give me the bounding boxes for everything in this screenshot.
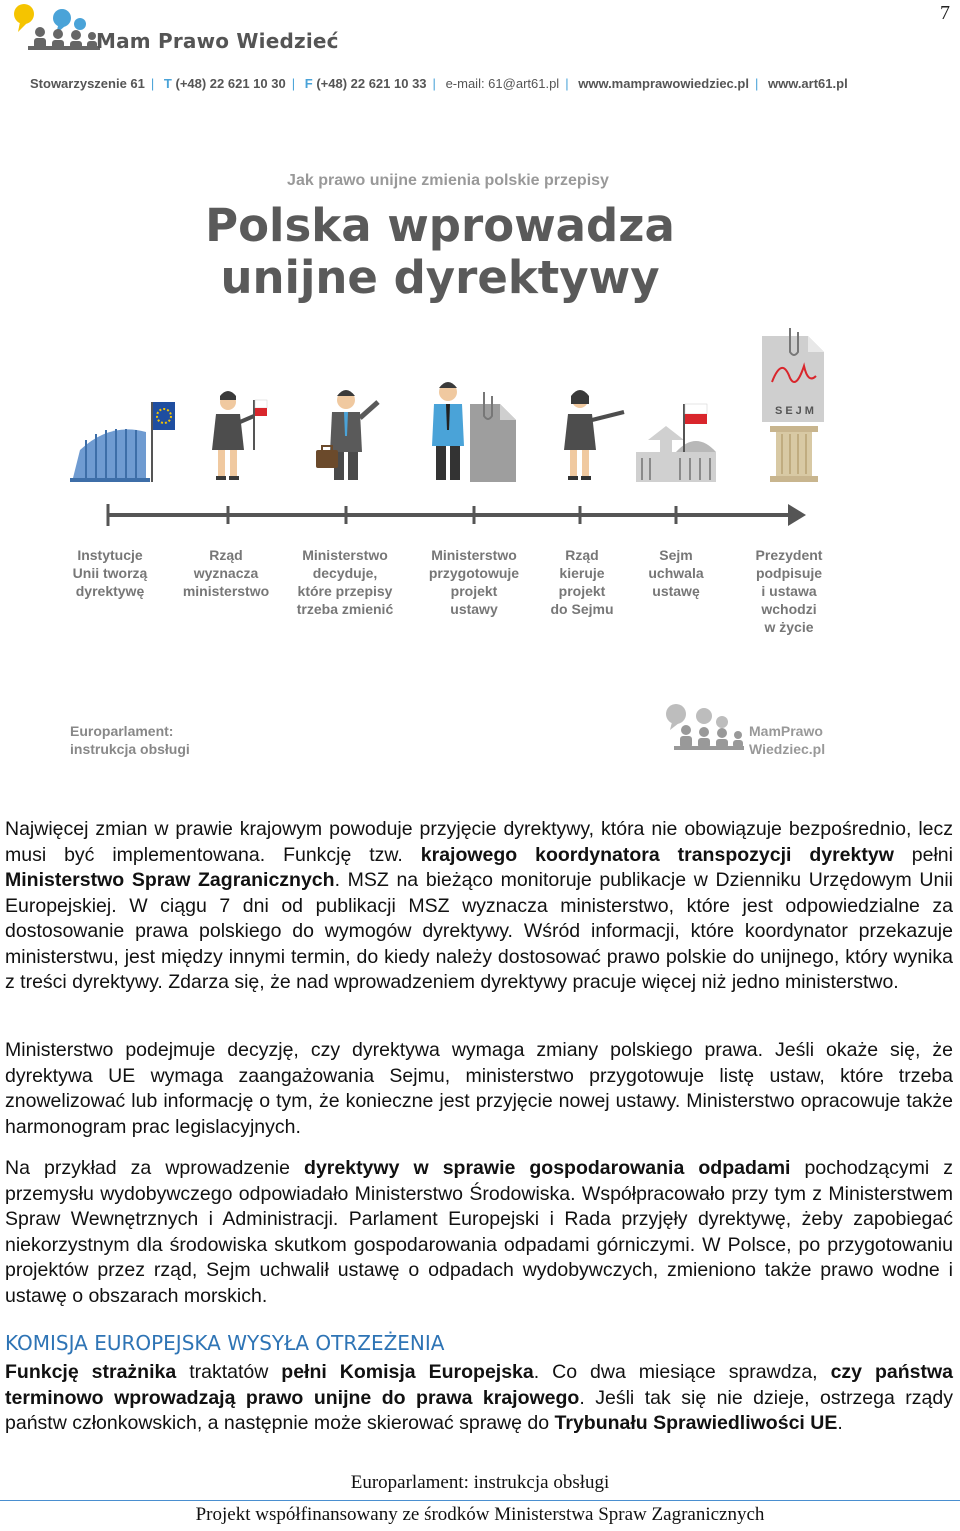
paragraph-4-text-d: . Co dwa miesiące sprawdza, bbox=[533, 1361, 831, 1383]
paragraph-4-text-h: . bbox=[837, 1412, 843, 1434]
paragraph-1-bold-b: krajowego koordynatora transpozycji dyrektyw bbox=[420, 843, 894, 866]
paragraph-1-text-c: pełni bbox=[893, 843, 953, 866]
infographic-title-line-1: Polska wprowadza bbox=[205, 199, 675, 252]
paragraph-1-text-e: . MSZ na bieżąco monitoruje publikacje w Dzienniku Urzędowym Unii Europejskiej. W ciągu 7 dni od publikacji MSZ wyznacza ministerstwo, które jest odpowiedzialne za dostosowanie prawa polskiego do wymogów dyrektywy. Wśród informacji, które koordynator przekazuje ministerstwu, jest między innymi termin, do kiedy należy dostosować prawo polskie do unijnego, który wynika z treści dyrektywy. Zdarza się, że nad wprowadzeniem dyrektywy pracuje więcej niż jedno ministerstwo. bbox=[5, 869, 953, 993]
paragraph-1-text-a: Najwięcej zmian w prawie krajowym powoduje przyjęcie dyrektywy, która nie obowiązuje bezpośrednio, lecz musi być implementowana. Funkcję tzw. bbox=[5, 818, 953, 866]
man-with-briefcase-icon bbox=[316, 390, 378, 480]
footer-divider bbox=[0, 1500, 960, 1501]
infographic-footer-left-line-1: Europarlament: bbox=[70, 723, 174, 739]
eu-parliament-icon bbox=[70, 402, 175, 482]
paragraph-4-bold-e: czy państwa terminowo wprowadzają prawo unijne do prawa krajowego bbox=[5, 1361, 954, 1409]
paragraph-1 bbox=[5, 817, 953, 996]
timeline-illustration bbox=[0, 160, 960, 540]
paragraph-4 bbox=[5, 1360, 953, 1437]
paragraph-4-text-f: . Jeśli tak się nie dzieje, ostrzega rządy państw członkowskich, a następnie może skierować sprawę do bbox=[5, 1386, 953, 1434]
section-heading: KOMISJA EUROPEJSKA WYSYŁA OTRZEŻENIA bbox=[5, 1331, 445, 1355]
step-label-1: Instytucje Unii tworzą dyrektywę bbox=[72, 547, 148, 599]
signed-law-on-column-icon bbox=[762, 328, 824, 482]
website-link[interactable]: www.mamprawowiedziec.pl bbox=[578, 76, 749, 91]
paragraph-3-text-c: pochodzącymi z przemysłu wydobywczego odpowiadało Ministerstwo Środowiska. Współpracowało przy tym z Ministerstwem Spraw Wewnętrznych i Administracji. Parlament Europejski i Rada przyjęły dyrektywę, żeby zapobiegać niekorzystnym dla środowiska skutkom gospodarowania odpadami górniczymi. W Polsce, po przygotowaniu projektów przez rząd, Sejm uchwalił ustawę o odpadach wydobywczych, zmieniono także prawo wodne i ustawę o obszarach morskich. bbox=[5, 1157, 953, 1307]
paragraph-4-bold-g: Trybunału Sprawiedliwości UE bbox=[554, 1412, 838, 1434]
footer-funding-note: Projekt współfinansowany ze środków Ministerstwa Spraw Zagranicznych bbox=[195, 1504, 765, 1525]
paragraph-3-bold-b: dyrektywy w sprawie gospodarowania odpadami bbox=[304, 1157, 791, 1179]
sejm-label: SEJM bbox=[775, 405, 817, 417]
phone-number: (+48) 22 621 10 30 bbox=[175, 76, 286, 91]
paragraph-4-bold-c: pełni Komisja Europejska bbox=[281, 1361, 534, 1383]
step-label-4: Ministerstwo przygotowuje projekt ustawy bbox=[428, 547, 520, 617]
paragraph-2: Ministerstwo podejmuje decyzję, czy dyrektywa wymaga zmiany polskiego prawa. Jeśli okaże się, że dyrektywa UE wymaga zaangażowania Sejmu, ministerstwo przygotowuje listę ustaw, które trzeba znowelizować lub informację o tym, że konieczne jest przyjęcie nowej ustawy. Ministerstwo opracowuje także harmonogram prac legislacyjnych. bbox=[5, 1039, 953, 1138]
infographic-title-line-2: unijne dyrektywy bbox=[220, 251, 660, 304]
step-label-2: Rząd wyznacza ministerstwo bbox=[182, 547, 270, 599]
man-with-document-icon bbox=[432, 382, 516, 482]
paragraph-4-bold-a: Funkcję strażnika bbox=[5, 1361, 177, 1383]
infographic-footer-left-line-2: instrukcja obsługi bbox=[70, 741, 190, 757]
infographic-footer-left bbox=[70, 722, 190, 758]
fax-prefix: F bbox=[304, 76, 313, 91]
infographic-footer-right-line-2: Wiedziec.pl bbox=[749, 741, 826, 757]
footer-title: Europarlament: instrukcja obsługi bbox=[350, 1472, 610, 1493]
paragraph-3-text-a: Na przykład za wprowadzenie bbox=[5, 1157, 305, 1179]
step-label-7: Prezydent podpisuje i ustawa wchodzi w życie bbox=[755, 547, 823, 635]
infographic-subtitle: Jak prawo unijne zmienia polskie przepisy bbox=[287, 172, 609, 189]
small-logo-icon bbox=[664, 702, 746, 754]
paragraph-3 bbox=[5, 1156, 953, 1309]
contact-bar: Stowarzyszenie 61 | T (+48) 22 621 10 30 | F (+48) 22 621 10 33 | e-mail: 61@art61.pl | www.mamprawowiedziec.pl | www.art61.pl bbox=[30, 76, 848, 91]
sejm-building-icon bbox=[636, 404, 716, 482]
infographic-footer-right-line-1: MamPrawo bbox=[749, 723, 823, 739]
infographic bbox=[0, 160, 960, 770]
infographic-footer-right bbox=[749, 722, 825, 758]
paragraph-4-text-b: traktatów bbox=[176, 1361, 282, 1383]
phone-prefix: T bbox=[163, 76, 172, 91]
website-link-2[interactable]: www.art61.pl bbox=[767, 76, 848, 91]
paragraph-1-bold-d: Ministerstwo Spraw Zagranicznych bbox=[5, 869, 335, 891]
step-label-3: Ministerstwo decyduje, które przepisy trzeba zmienić bbox=[296, 547, 394, 617]
step-label-6: Sejm uchwala ustawę bbox=[648, 547, 704, 599]
woman-pointing-icon bbox=[564, 390, 624, 480]
fax-number: (+48) 22 621 10 33 bbox=[316, 76, 427, 91]
page-number: 7 bbox=[940, 2, 950, 24]
logo-title: Mam Prawo Wiedzieć bbox=[96, 29, 339, 53]
org-name: Stowarzyszenie 61 bbox=[30, 76, 145, 91]
woman-with-flag-icon bbox=[212, 391, 267, 480]
email-link[interactable]: e-mail: 61@art61.pl bbox=[445, 76, 560, 91]
timeline-axis bbox=[108, 504, 806, 526]
step-label-5: Rząd kieruje projekt do Sejmu bbox=[550, 547, 614, 617]
